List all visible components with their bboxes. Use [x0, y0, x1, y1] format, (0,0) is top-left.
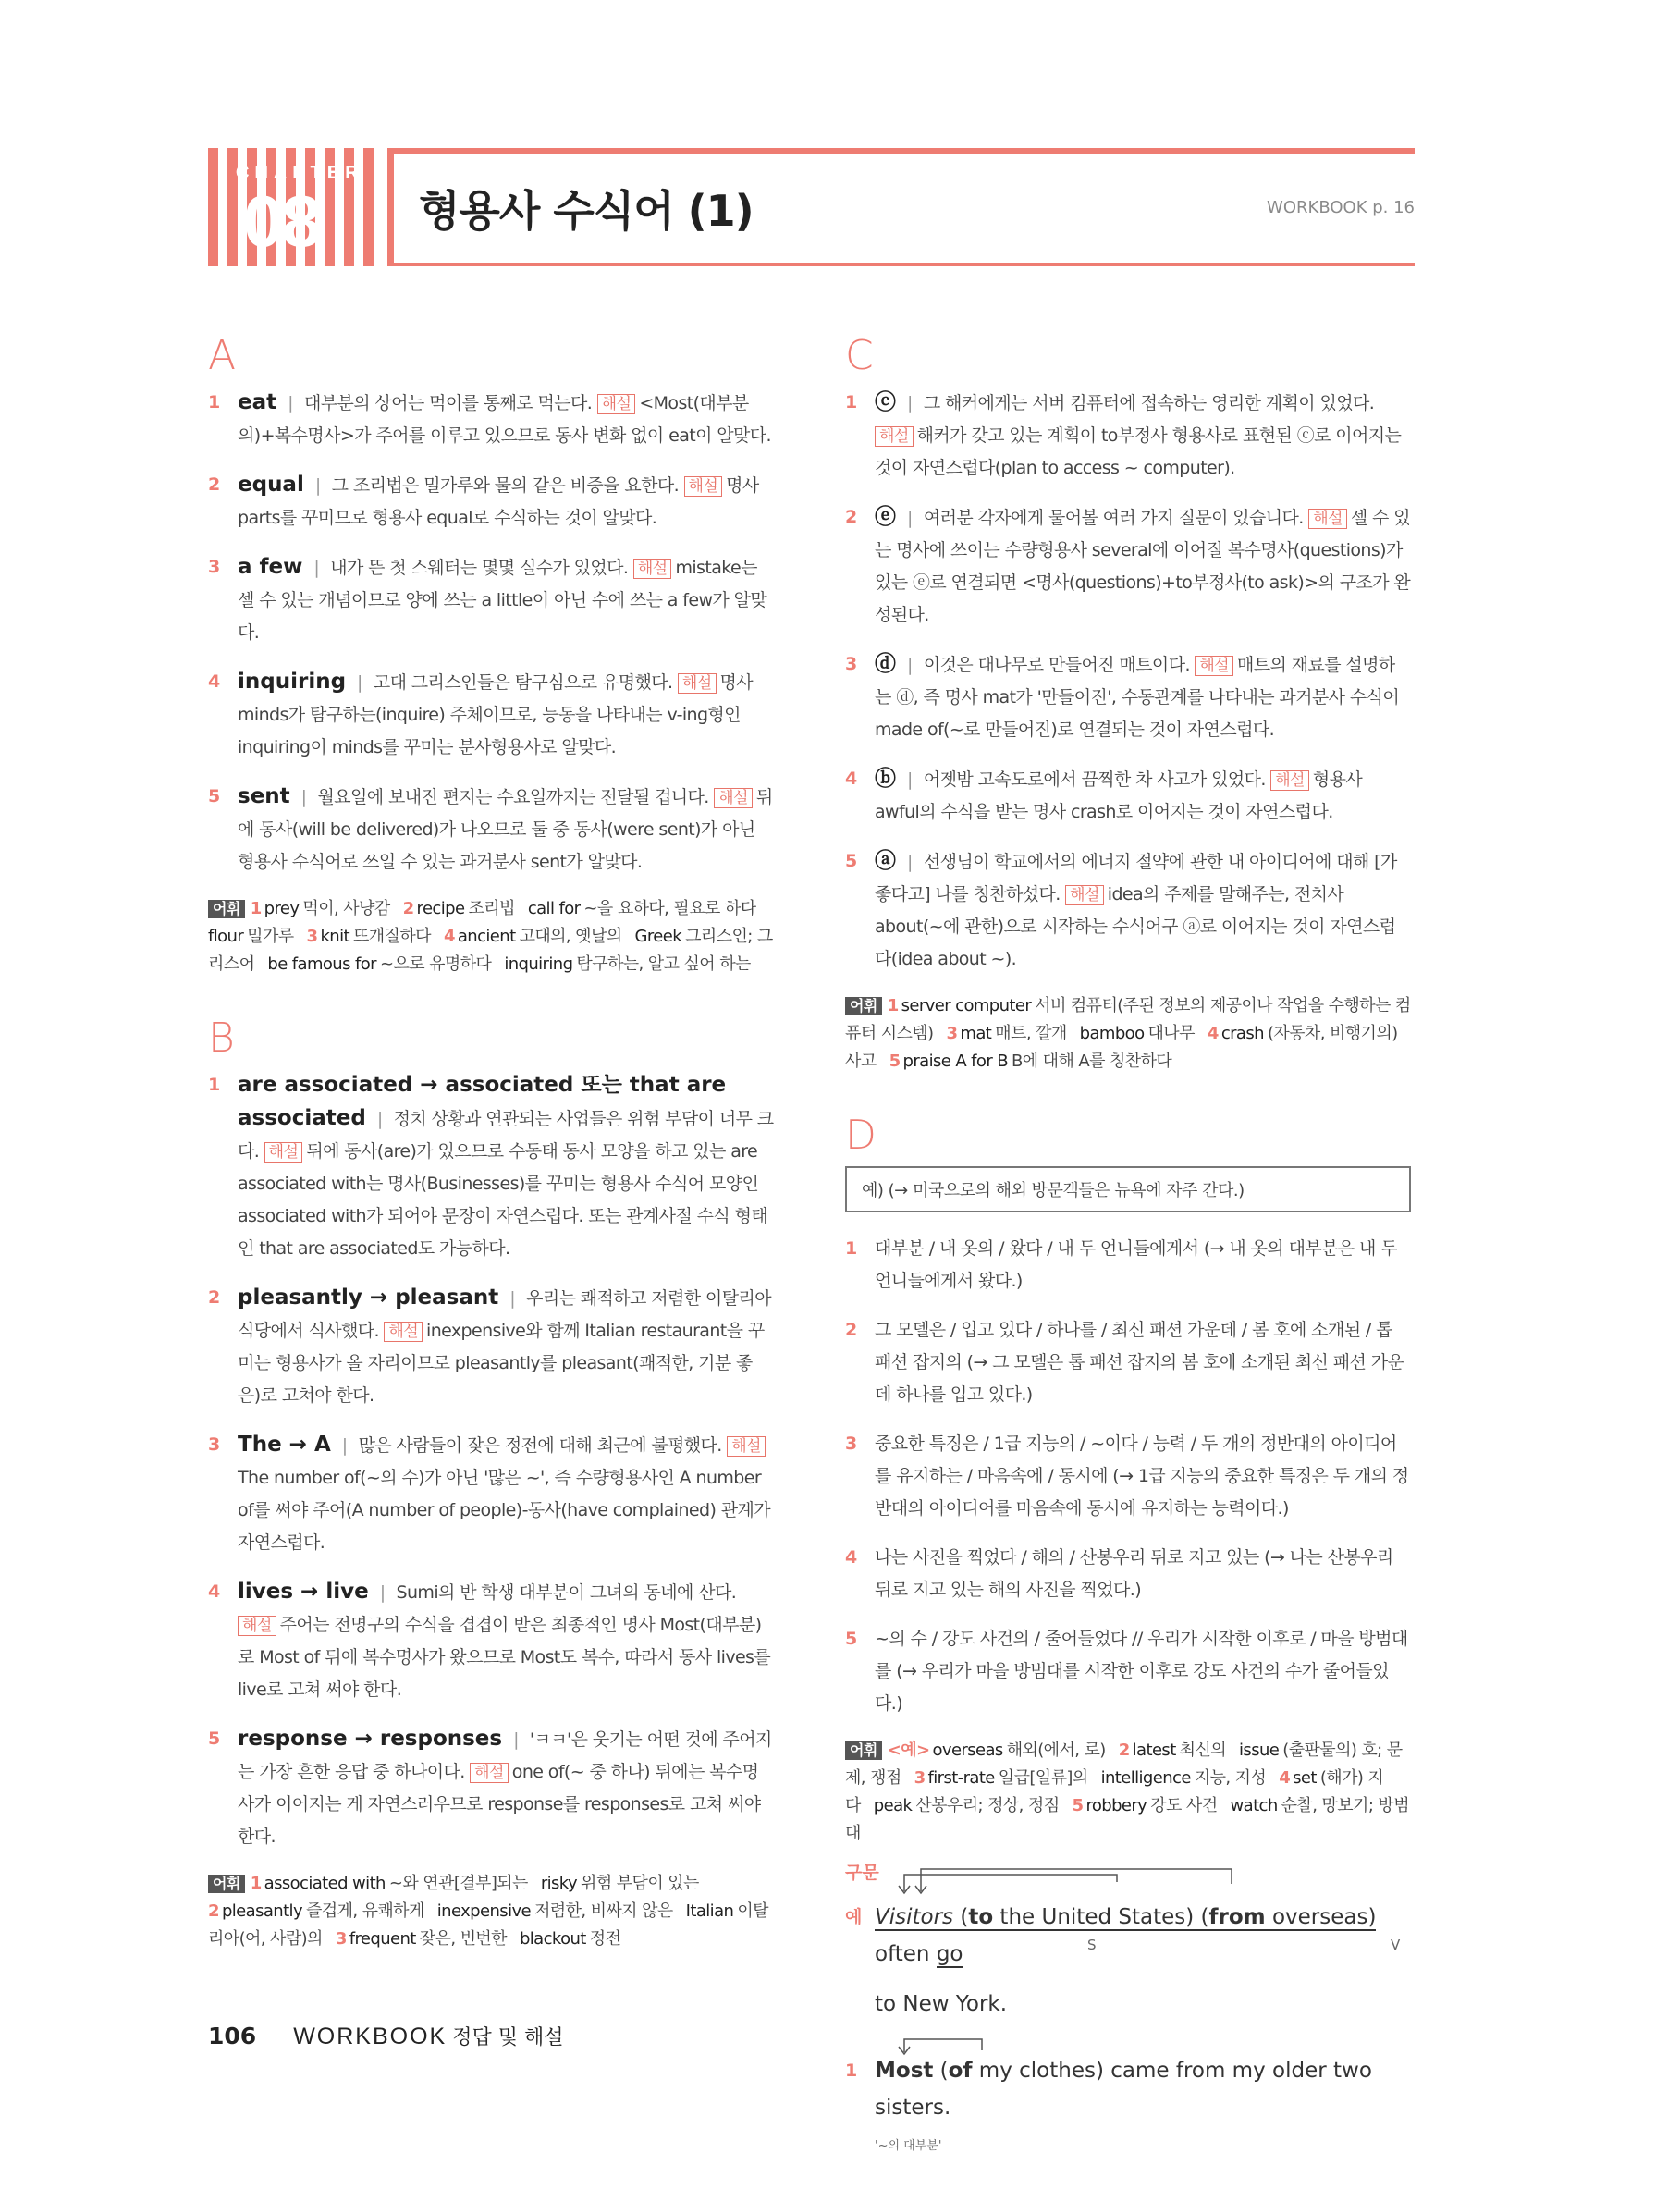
- chapter-header: [208, 148, 1415, 266]
- item-translation: 선생님이 학교에서의 에너지 절약에 관한 내 아이디어에 대해 [가 좋다고] 나를 칭찬하셨다.: [875, 852, 1397, 904]
- right-column: [845, 333, 1411, 2165]
- vocab-word: peak: [873, 1796, 913, 1815]
- item-number: 3: [845, 1433, 857, 1454]
- haeseol-tag: 해설: [597, 394, 636, 414]
- vocab-number: 2: [1118, 1741, 1130, 1760]
- answer-item: [208, 1576, 774, 1706]
- vocab-number: 5: [1072, 1796, 1084, 1815]
- item-explanation: 뒤에 동사(are)가 있으므로 수동태 동사 모양을 하고 있는 are associated with는 명사(Businesses)를 꾸미는 형용사 수식어 모양인 associated with가 되어야 문장이 자연스럽다. 또는 관계사절 수식 형태인 that are associated도 가능하다.: [238, 1141, 768, 1259]
- vocab-word: ancient: [457, 927, 516, 946]
- vocab-word: set: [1293, 1768, 1317, 1788]
- vocab-meaning: 대나무: [1147, 1024, 1195, 1043]
- item-number: 4: [845, 769, 857, 789]
- vocab-number: 5: [889, 1052, 901, 1071]
- vocab-word: recipe: [416, 899, 465, 918]
- vocab-word: intelligence: [1100, 1768, 1191, 1788]
- vocab-word: call for: [527, 899, 581, 918]
- item-translation: 고대 그리스인들은 탐구심으로 유명했다.: [373, 672, 673, 693]
- item-answer: ⓑ: [875, 767, 896, 791]
- vocab-meaning: (해가) 지다: [845, 1768, 1384, 1815]
- item-translation: 그 해커에게는 서버 컴퓨터에 접속하는 영리한 계획이 있었다.: [923, 393, 1375, 413]
- vocab-number: 2: [208, 1901, 219, 1921]
- haeseol-tag: 해설: [470, 1763, 509, 1783]
- vocab-tag: 어휘: [845, 1741, 882, 1760]
- item-number: 3: [845, 654, 857, 674]
- separator: |: [357, 672, 362, 693]
- item-answer: are associated → associated 또는 that are associated: [238, 1073, 727, 1130]
- separator: |: [300, 787, 307, 807]
- chapter-number: 08: [243, 180, 320, 262]
- item-explanation: 형용사 awful의 수식을 받는 명사 crash로 이어지는 것이 자연스럽다.: [875, 769, 1363, 822]
- vocab-meaning: ~으로 유명하다: [379, 954, 492, 974]
- separator: |: [313, 558, 320, 578]
- vocab-word: Greek: [634, 927, 682, 946]
- vocab-word: blackout: [519, 1929, 586, 1949]
- item-text: ~의 수 / 강도 사건의 / 줄어들었다 // 우리가 시작한 이후로 / 마을 방범대를 (→ 우리가 마을 방범대를 시작한 이후로 강도 사건의 수가 줄어들었다.): [875, 1629, 1408, 1714]
- vocab-word: prey: [264, 899, 300, 918]
- section-d-vocab: [845, 1737, 1411, 1848]
- gumun-1-prep: of: [948, 2059, 973, 2083]
- item-number: 2: [208, 1287, 220, 1308]
- item-translation: 이것은 대나무로 만들어진 매트이다.: [923, 655, 1190, 675]
- gumun-example: [845, 1899, 1411, 2023]
- separator: |: [907, 852, 913, 872]
- gumun-verb: go: [936, 1942, 963, 1966]
- answer-item: [845, 1233, 1411, 1298]
- vocab-meaning: 최신의: [1179, 1741, 1227, 1760]
- vocab-meaning: 산봉우리; 정상, 정점: [915, 1796, 1060, 1815]
- gumun-1-label: 1: [845, 2061, 858, 2081]
- vocab-meaning: 저렴한, 비싸지 않은: [534, 1901, 673, 1921]
- footer-workbook: WORKBOOK: [293, 2024, 448, 2049]
- answer-item: [845, 845, 1411, 976]
- vocab-meaning: 먹이, 사냥감: [302, 899, 390, 918]
- haeseol-tag: 해설: [384, 1322, 423, 1342]
- vocab-meaning: B에 대해 A를 칭찬하다: [1012, 1052, 1172, 1071]
- gumun-1-rest: my clothes) came from my older two sisters.: [875, 2059, 1372, 2120]
- vocab-word: pleasantly: [221, 1901, 302, 1921]
- separator: |: [513, 1729, 519, 1750]
- item-explanation: 매트의 재료를 설명하는 ⓓ, 즉 명사 mat가 '만들어진', 수동관계를 나타내는 과거분사 수식어 made of(~로 만들어진)로 연결되는 것이 자연스럽다.: [875, 655, 1400, 740]
- haeseol-tag: 해설: [1270, 770, 1309, 791]
- vocab-number: 3: [914, 1768, 926, 1788]
- item-explanation: mistake는 셀 수 있는 개념이므로 양에 쓰는 a little이 아닌 수에 쓰는 a few가 알맞다.: [238, 558, 767, 643]
- vocab-meaning: 강도 사건: [1150, 1796, 1218, 1815]
- modifier-arrows: [875, 1878, 1226, 1902]
- item-number: 1: [845, 1238, 857, 1259]
- item-number: 5: [845, 851, 857, 871]
- vocab-meaning: 해외(에서, 로): [1006, 1741, 1106, 1760]
- answer-item: [208, 1282, 774, 1412]
- header-top-rule: [387, 148, 1415, 154]
- item-text: 대부분 / 내 옷의 / 왔다 / 내 두 언니들에게서 (→ 내 옷의 대부분은 내 두 언니들에게서 왔다.): [875, 1238, 1397, 1291]
- page-title: 형용사 수식어 (1): [419, 186, 754, 236]
- gumun-paren: (: [960, 1905, 969, 1929]
- verb-label: V: [1391, 1937, 1401, 1953]
- haeseol-tag: 해설: [1195, 656, 1233, 676]
- gumun-prep-from: from: [1208, 1905, 1266, 1929]
- item-explanation: 해커가 갖고 있는 계획이 to부정사 형용사로 표현된 ⓒ로 이어지는 것이 자연스럽다(plan to access ~ computer).: [875, 425, 1402, 478]
- haeseol-tag: 해설: [1308, 509, 1347, 529]
- answer-item: [208, 1429, 774, 1559]
- item-answer: ⓓ: [875, 652, 896, 676]
- separator: |: [509, 1288, 516, 1309]
- gumun-paren2: (: [1194, 1905, 1209, 1929]
- item-answer: a few: [238, 555, 303, 579]
- vocab-number: 1: [250, 899, 262, 918]
- vocab-word: knit: [320, 927, 349, 946]
- vocab-tag: 어휘: [845, 997, 882, 1015]
- answer-item: [845, 1314, 1411, 1411]
- item-number: 1: [208, 1075, 220, 1095]
- vocab-number: 4: [1207, 1024, 1219, 1043]
- vocab-number: 2: [402, 899, 414, 918]
- haeseol-tag: 해설: [1065, 885, 1104, 905]
- section-a-items: [208, 387, 774, 879]
- item-number: 5: [208, 786, 220, 806]
- gumun-subject: Visitors: [875, 1905, 954, 1929]
- vocab-word: crash: [1220, 1024, 1264, 1043]
- vocab-word: risky: [540, 1874, 578, 1893]
- item-explanation: 명사 minds가 탐구하는(inquire) 주체이므로, 능동을 나타내는 v-ing형인 inquiring이 minds를 꾸미는 분사형용사로 알맞다.: [238, 672, 754, 757]
- separator: |: [376, 1109, 383, 1129]
- gumun-prep-to: to: [968, 1905, 994, 1929]
- separator: |: [288, 393, 293, 413]
- haeseol-tag: 해설: [264, 1142, 303, 1163]
- vocab-word: issue: [1239, 1741, 1280, 1760]
- workbook-reference: WORKBOOK p. 16: [1267, 198, 1415, 217]
- section-a-vocab: [208, 895, 774, 978]
- haeseol-tag: 해설: [633, 559, 672, 579]
- page-number: 106: [208, 2023, 257, 2049]
- vocab-meaning: 잦은, 빈번한: [419, 1929, 507, 1949]
- item-explanation: 주어는 전명구의 수식을 겹겹이 받은 최종적인 명사 Most(대부분)로 Most of 뒤에 복수명사가 왔으므로 Most도 복수, 따라서 동사 lives를 live로 고쳐 써야 한다.: [238, 1615, 771, 1700]
- vocab-number: 3: [946, 1024, 958, 1043]
- item-translation: 우리는 쾌적하고 저렴한 이탈리아 식당에서 식사했다.: [238, 1288, 771, 1341]
- vocab-meaning: (자동차, 비행기의) 사고: [845, 1024, 1398, 1071]
- gumun-example-label: 예: [845, 1907, 863, 1927]
- separator: |: [907, 769, 913, 790]
- item-answer: lives → live: [238, 1580, 369, 1604]
- gumun-adverb: often: [875, 1942, 937, 1966]
- vocab-tag: 어휘: [208, 900, 245, 918]
- item-explanation: 뒤에 동사(will be delivered)가 나오므로 둘 중 동사(were sent)가 아닌 형용사 수식어로 쓰일 수 있는 과거분사 sent가 알맞다.: [238, 787, 773, 872]
- item-translation: 정치 상황과 연관되는 사업들은 위험 부담이 너무 크다.: [238, 1109, 774, 1162]
- gumun-1-note: '~의 대부분': [875, 2139, 942, 2153]
- answer-item: [208, 469, 774, 535]
- haeseol-tag: 해설: [727, 1436, 766, 1457]
- vocab-meaning: (출판물의) 호; 문제, 쟁점: [845, 1741, 1403, 1788]
- separator: |: [341, 1435, 348, 1456]
- vocab-word: first-rate: [927, 1768, 995, 1788]
- vocab-tag: 어휘: [208, 1875, 245, 1893]
- section-b-letter: B: [208, 1015, 235, 1062]
- answer-item: [208, 781, 774, 879]
- vocab-meaning: 탐구하는, 알고 싶어 하는: [576, 954, 751, 974]
- vocab-number: 4: [1279, 1768, 1291, 1788]
- vocab-meaning: 뜨개질하다: [352, 927, 431, 946]
- vocab-number: 1: [887, 996, 899, 1015]
- item-translation: 그 조리법은 밀가루와 물의 같은 비중을 요한다.: [331, 475, 680, 496]
- gumun-1: [845, 2052, 1411, 2165]
- item-answer: response → responses: [238, 1727, 503, 1751]
- gumun-1-head: Most: [875, 2059, 934, 2083]
- header-bottom-rule: [387, 263, 1415, 266]
- modifier-arrow: [875, 2039, 986, 2058]
- answer-item: [208, 666, 774, 764]
- vocab-meaning: 순찰, 망보기; 방범대: [845, 1796, 1409, 1843]
- item-number: 3: [208, 1434, 220, 1455]
- vocab-meaning: 조리법: [468, 899, 515, 918]
- item-number: 3: [208, 557, 220, 577]
- haeseol-tag: 해설: [684, 476, 723, 497]
- vocab-word: server computer: [901, 996, 1032, 1015]
- item-number: 5: [208, 1729, 220, 1749]
- section-c-items: [845, 387, 1411, 976]
- answer-item: [208, 551, 774, 649]
- vocab-word: watch: [1230, 1796, 1278, 1815]
- item-number: 2: [845, 1320, 857, 1340]
- vocab-word: overseas: [932, 1741, 1003, 1760]
- answer-item: [845, 501, 1411, 632]
- answer-item: [845, 1542, 1411, 1606]
- separator: |: [907, 393, 913, 413]
- item-text: 중요한 특징은 / 1급 지능의 / ~이다 / 능력 / 두 개의 정반대의 아이디어를 유지하는 / 마음속에 / 동시에 (→ 1급 지능의 중요한 특징은 두 개의 정반대의 아이디어를 마음속에 동시에 유지하는 능력이다.): [875, 1433, 1409, 1519]
- item-answer: ⓔ: [875, 505, 896, 529]
- vocab-number: 4: [443, 927, 455, 946]
- left-column: [208, 333, 774, 1990]
- answer-item: [845, 1428, 1411, 1525]
- vocab-meaning: ~을 요하다, 필요로 하다: [583, 899, 756, 918]
- vocab-meaning: ~와 연관[결부]되는: [388, 1874, 528, 1893]
- item-number: 5: [845, 1629, 857, 1649]
- vocab-meaning: 이탈리아(어, 사람)의: [208, 1901, 768, 1949]
- haeseol-tag: 해설: [238, 1616, 276, 1636]
- item-number: 1: [845, 392, 857, 412]
- item-text: 그 모델은 / 입고 있다 / 하나를 / 최신 패션 가운데 / 봄 호에 소개된 / 톱 패션 잡지의 (→ 그 모델은 톱 패션 잡지의 봄 호에 소개된 최신 패션 가운데 하나를 입고 있다.): [875, 1320, 1404, 1405]
- item-translation: 여러분 각자에게 물어볼 여러 가지 질문이 있습니다.: [923, 508, 1304, 528]
- item-answer: ⓒ: [875, 390, 896, 414]
- vocab-number: <예>: [887, 1741, 930, 1760]
- vocab-meaning: 즐겁게, 유쾌하게: [306, 1901, 424, 1921]
- vocab-meaning: 그리스인; 그리스어: [208, 927, 773, 974]
- item-number: 2: [845, 507, 857, 527]
- vocab-word: robbery: [1085, 1796, 1147, 1815]
- vocab-number: 1: [250, 1874, 262, 1893]
- vocab-meaning: 지능, 지성: [1194, 1768, 1267, 1788]
- vocab-word: be famous for: [267, 954, 376, 974]
- vocab-word: mat: [960, 1024, 992, 1043]
- vocab-meaning: 일급[일류]의: [998, 1768, 1088, 1788]
- example-box: 예) (→ 미국으로의 해외 방문객들은 뉴욕에 자주 간다.): [845, 1166, 1411, 1212]
- footer-label: 정답 및 해설: [452, 2026, 564, 2049]
- subject-label: S: [1087, 1937, 1097, 1953]
- separator: |: [314, 475, 321, 496]
- chapter-word: CHAPTER: [236, 163, 364, 183]
- separator: |: [907, 508, 913, 528]
- item-translation: 많은 사람들이 잦은 정전에 대해 최근에 불평했다.: [358, 1435, 722, 1456]
- section-c-letter: C: [845, 332, 874, 379]
- answer-item: [845, 387, 1411, 485]
- vocab-word: frequent: [349, 1929, 416, 1949]
- gumun-1-paren: (: [933, 2059, 949, 2083]
- gumun-phrase2: overseas): [1265, 1905, 1377, 1929]
- item-explanation: 셀 수 있는 명사에 쓰이는 수량형용사 several에 이어질 복수명사(questions)가 있는 ⓔ로 연결되면 <명사(questions)+to부정사(to ask)>의 구조가 완성된다.: [875, 508, 1411, 625]
- item-explanation: 명사 parts를 꾸미므로 형용사 equal로 수식하는 것이 알맞다.: [238, 475, 759, 528]
- gumun-label: 구문: [845, 1863, 879, 1883]
- haeseol-tag: 해설: [714, 788, 753, 808]
- vocab-meaning: 위험 부담이 있는: [581, 1874, 699, 1893]
- item-answer: inquiring: [238, 670, 347, 694]
- item-answer: ⓐ: [875, 849, 896, 873]
- vocab-word: latest: [1132, 1741, 1176, 1760]
- vocab-meaning: 서버 컴퓨터(주된 정보의 제공이나 작업을 수행하는 컴퓨터 시스템): [845, 996, 1411, 1043]
- separator: |: [907, 655, 913, 675]
- vocab-word: flour: [208, 927, 244, 946]
- item-translation: 월요일에 보내진 편지는 수요일까지는 전달될 겁니다.: [317, 787, 709, 807]
- section-d-letter: D: [845, 1112, 877, 1159]
- answer-item: [845, 763, 1411, 829]
- item-answer: eat: [238, 390, 277, 414]
- answer-item: [208, 1723, 774, 1853]
- haeseol-tag: 해설: [875, 426, 914, 447]
- gumun-line2: to New York.: [875, 1992, 1008, 2016]
- vocab-word: inexpensive: [436, 1901, 531, 1921]
- vocab-meaning: 매트, 깔개: [995, 1024, 1067, 1043]
- item-number: 4: [208, 1581, 220, 1602]
- item-number: 4: [845, 1547, 857, 1568]
- item-explanation: one of(~ 중 하나) 뒤에는 복수명사가 이어지는 게 자연스러우므로 response를 responses로 고쳐 써야 한다.: [238, 1762, 761, 1847]
- item-number: 2: [208, 474, 220, 495]
- item-answer: sent: [238, 784, 290, 808]
- item-number: 4: [208, 671, 220, 692]
- page-footer: [208, 2022, 563, 2050]
- item-translation: 내가 뜬 첫 스웨터는 몇몇 실수가 있었다.: [330, 558, 629, 578]
- vocab-number: 3: [335, 1929, 347, 1949]
- header-divider: [387, 148, 394, 266]
- vocab-word: praise A for B: [902, 1052, 1009, 1071]
- item-translation: 'ㅋㅋ'은 웃기는 어떤 것에 주어지는 가장 흔한 응답 중 하나이다.: [238, 1729, 772, 1782]
- answer-item: [208, 1069, 774, 1265]
- section-b-vocab: [208, 1870, 774, 1953]
- section-d-items: [845, 1233, 1411, 1720]
- haeseol-tag: 해설: [678, 673, 717, 694]
- vocab-word: inquiring: [504, 954, 573, 974]
- answer-item: [845, 648, 1411, 746]
- separator: |: [379, 1582, 386, 1603]
- item-explanation: <Most(대부분의)+복수명사>가 주어를 이루고 있으므로 동사 변화 없이 eat이 알맞다.: [238, 393, 771, 446]
- item-translation: 대부분의 상어는 먹이를 통째로 먹는다.: [303, 393, 593, 413]
- section-a-letter: A: [208, 332, 237, 379]
- item-translation: Sumi의 반 학생 대부분이 그녀의 동네에 산다.: [396, 1582, 737, 1603]
- item-number: 1: [208, 392, 220, 412]
- answer-item: [845, 1623, 1411, 1720]
- item-answer: equal: [238, 473, 304, 497]
- vocab-number: 3: [306, 927, 318, 946]
- item-explanation: idea의 주제를 말해주는, 전치사 about(~에 관한)으로 시작하는 수식어구 ⓐ로 이어지는 것이 자연스럽다(idea about ~).: [875, 884, 1396, 969]
- vocab-word: bamboo: [1079, 1024, 1145, 1043]
- gumun-phrase1: the United States): [993, 1905, 1195, 1929]
- item-answer: The → A: [238, 1433, 331, 1457]
- item-translation: 어젯밤 고속도로에서 끔찍한 차 사고가 있었다.: [923, 769, 1266, 790]
- item-answer: pleasantly → pleasant: [238, 1286, 499, 1310]
- vocab-meaning: 고대의, 옛날의: [519, 927, 622, 946]
- section-c-vocab: [845, 992, 1411, 1076]
- item-explanation: The number of(~의 수)가 아닌 '많은 ~', 즉 수량형용사인 A number of를 써야 주어(A number of people)-동사(have complained) 관계가 자연스럽다.: [238, 1468, 770, 1553]
- vocab-word: Italian: [685, 1901, 734, 1921]
- vocab-meaning: 정전: [589, 1929, 621, 1949]
- vocab-word: associated with: [264, 1874, 386, 1893]
- answer-item: [208, 387, 774, 452]
- vocab-meaning: 밀가루: [247, 927, 294, 946]
- item-explanation: inexpensive와 함께 Italian restaurant을 꾸미는 형용사가 올 자리이므로 pleasantly를 pleasant(쾌적한, 기분 좋은)로 고쳐야 한다.: [238, 1321, 765, 1406]
- section-b-items: [208, 1069, 774, 1853]
- item-text: 나는 사진을 찍었다 / 해의 / 산봉우리 뒤로 지고 있는 (→ 나는 산봉우리 뒤로 지고 있는 해의 사진을 찍었다.): [875, 1547, 1393, 1600]
